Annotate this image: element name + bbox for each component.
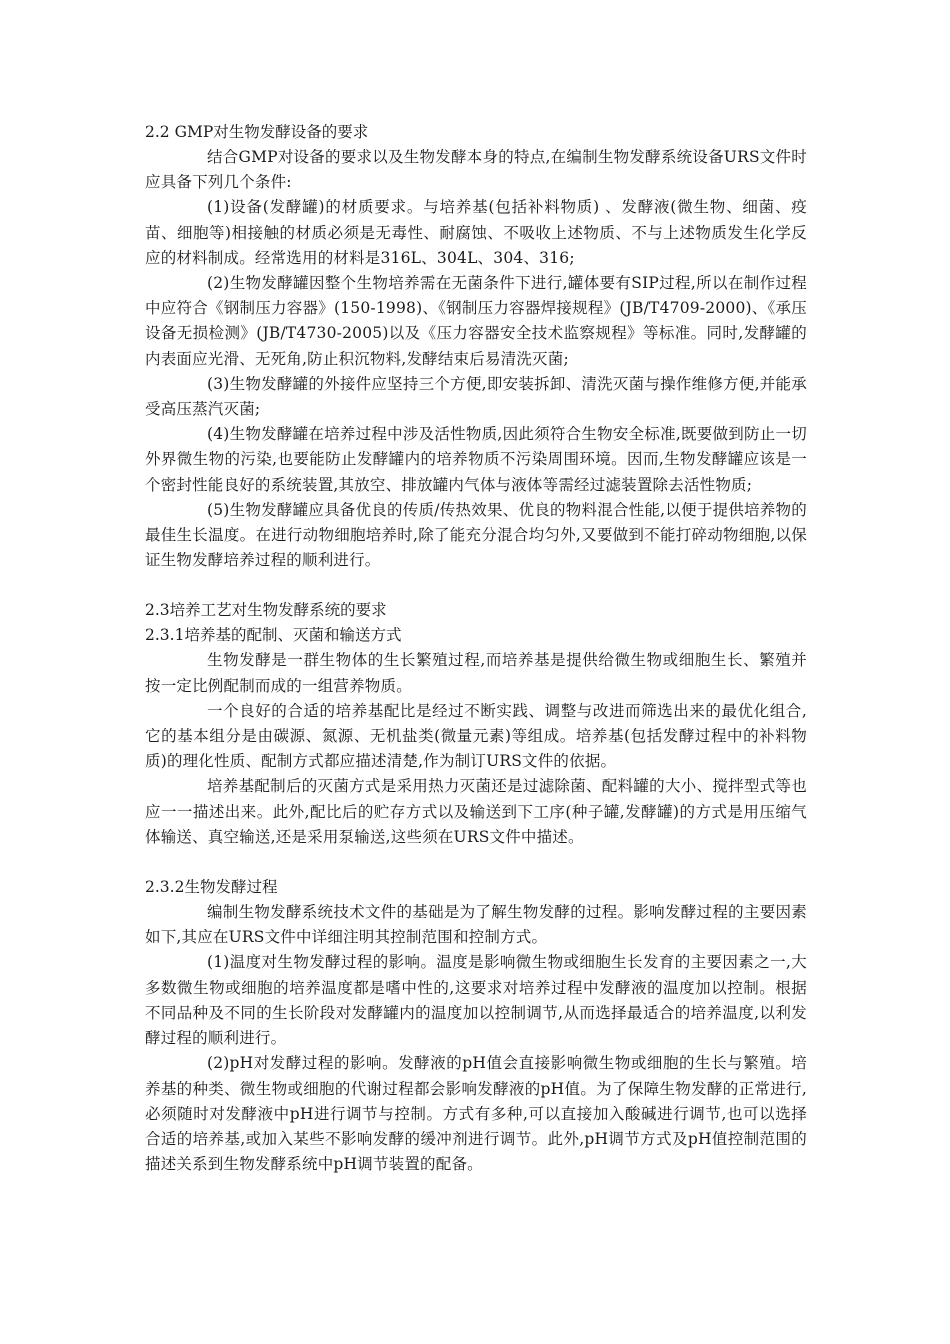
paragraph: (1)温度对生物发酵过程的影响。温度是影响微生物或细胞生长发育的主要因素之一,大多数微生物或细胞的培养温度都是嗜中性的,这要求对培养过程中发酵液的温度加以控制。根据不同品种及不同的生长阶段对发酵罐内的温度加以控制调节,从而选择最适合的培养温度,以利发酵过程的顺利进行。 bbox=[145, 953, 807, 1048]
section-heading-2-2: 2.2 GMP对生物发酵设备的要求 bbox=[145, 123, 369, 141]
paragraph: (5)生物发酵罐应具备优良的传质/传热效果、优良的物料混合性能,以便于提供培养物的最佳生长温度。在进行动物细胞培养时,除了能充分混合均匀外,又要做到不能打碎动物细胞,以保证生物发酵培养过程的顺利进行。 bbox=[145, 500, 807, 570]
paragraph: 结合GMP对设备的要求以及生物发酵本身的特点,在编制生物发酵系统设备URS文件时应具备下列几个条件: bbox=[145, 148, 807, 192]
paragraph: 一个良好的合适的培养基配比是经过不断实践、调整与改进而筛选出来的最优化组合,它的基本组分是由碳源、氮源、无机盐类(微量元素)等组成。培养基(包括发酵过程中的补料物质)的理化性质、配制方式都应描述清楚,作为制订URS文件的依据。 bbox=[145, 701, 807, 771]
paragraph: 生物发酵是一群生物体的生长繁殖过程,而培养基是提供给微生物或细胞生长、繁殖并按一定比例配制而成的一组营养物质。 bbox=[145, 651, 807, 695]
paragraph: 编制生物发酵系统技术文件的基础是为了解生物发酵的过程。影响发酵过程的主要因素如下,其应在URS文件中详细注明其控制范围和控制方式。 bbox=[145, 903, 807, 947]
section-heading-2-3: 2.3培养工艺对生物发酵系统的要求 bbox=[145, 601, 387, 620]
paragraph: (2)生物发酵罐因整个生物培养需在无菌条件下进行,罐体要有SIP过程,所以在制作过程中应符合《钢制压力容器》(150-1998)、《钢制压力容器焊接规程》(JB/T4709-2000)、《承压设备无损检测》(JB/T4730-2005)以及《压力容器安全技术监察规程》等标准。同时,发酵罐的内表面应光滑、无死角,防止积沉物料,发酵结束后易清洗灭菌; bbox=[145, 274, 807, 368]
paragraph: (1)设备(发酵罐)的材质要求。与培养基(包括补料物质) 、发酵液(微生物、细菌、疫苗、细胞等)相接触的材质必须是无毒性、耐腐蚀、不吸收上述物质、不与上述物质发生化学反应的材料制成。经常选用的材料是316L、304L、304、316; bbox=[145, 198, 807, 267]
paragraph: (2)pH对发酵过程的影响。发酵液的pH值会直接影响微生物或细胞的生长与繁殖。培养基的种类、微生物或细胞的代谢过程都会影响发酵液的pH值。为了保障生物发酵的正常进行,必须随时对发酵液中pH进行调节与控制。方式有多种,可以直接加入酸碱进行调节,也可以选择合适的培养基,或加入某些不影响发酵的缓冲剂进行调节。此外,pH调节方式及pH值控制范围的描述关系到生物发酵系统中pH调节装置的配备。 bbox=[145, 1054, 807, 1174]
paragraph: (4)生物发酵罐在培养过程中涉及活性物质,因此须符合生物安全标准,既要做到防止一切外界微生物的污染,也要能防止发酵罐内的培养物质不污染周围环境。因而,生物发酵罐应该是一个密封性能良好的系统装置,其放空、排放罐内气体与液体等需经过滤装置除去活性物质; bbox=[145, 425, 807, 494]
section-gap bbox=[145, 850, 807, 875]
paragraph: (3)生物发酵罐的外接件应坚持三个方便,即安装拆卸、清洗灭菌与操作维修方便,并能承受高压蒸汽灭菌; bbox=[145, 374, 807, 419]
subsection-heading-2-3-1: 2.3.1培养基的配制、灭菌和输送方式 bbox=[145, 626, 402, 645]
subsection-heading-2-3-2: 2.3.2生物发酵过程 bbox=[145, 878, 278, 897]
document-page bbox=[145, 120, 807, 1177]
paragraph: 培养基配制后的灭菌方式是采用热力灭菌还是过滤除菌、配料罐的大小、搅拌型式等也应一一描述出来。此外,配比后的贮存方式以及输送到下工序(种子罐,发酵罐)的方式是用压缩气体输送、真空输送,还是采用泵输送,这些须在URS文件中描述。 bbox=[145, 777, 807, 846]
section-gap bbox=[145, 573, 807, 598]
